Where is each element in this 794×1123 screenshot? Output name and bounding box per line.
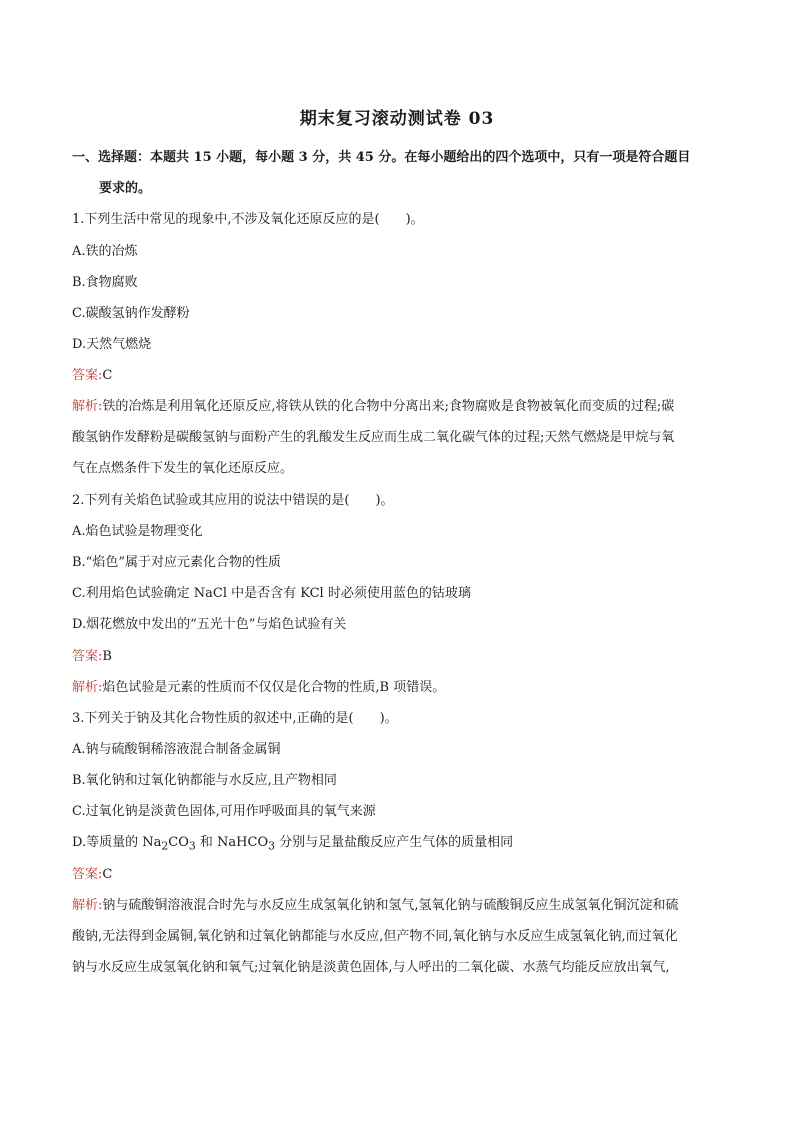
option-d-prefix: D.等质量的	[72, 835, 143, 850]
question-3-stem: 3.下列关于钠及其化合物性质的叙述中,正确的是( )。	[72, 711, 398, 726]
answer-value: C	[102, 368, 113, 383]
question-2-option-d: D.烟花燃放中发出的“五光十色”与焰色试验有关	[72, 617, 347, 632]
question-2-stem: 2.下列有关焰色试验或其应用的说法中错误的是( )。	[72, 493, 394, 508]
question-3-analysis-line-2: 酸钠,无法得到金属铜,氧化钠和过氧化钠都能与水反应,但产物不同,氧化钠与水反应生成氢氧化钠,而过氧化	[72, 929, 678, 944]
option-d-mid: 和	[195, 835, 218, 850]
page-title: 期末复习滚动测试卷 03	[299, 109, 495, 129]
question-3-option-c: C.过氧化钠是淡黄色固体,可用作呼吸面具的氧气来源	[72, 804, 376, 819]
formula-nahco3: NaHCO$_3$	[217, 835, 275, 853]
answer-label: 答案:	[72, 649, 103, 664]
section-heading: 一、选择题：本题共 15 小题，每小题 3 分，共 45 分。在每小题给出的四个选项中，只有一项是符合题目	[72, 150, 691, 165]
question-3-answer	[72, 863, 112, 882]
question-3-analysis-line-1	[72, 894, 679, 913]
question-3-option-d	[72, 831, 513, 853]
question-3-analysis-line-3: 钠与水反应生成氢氧化钠和氧气;过氧化钠是淡黄色固体,与人呼出的二氧化碳、水蒸气均能反应放出氧气,	[72, 960, 670, 975]
answer-value: B	[102, 649, 112, 664]
analysis-text: 钠与硫酸铜溶液混合时先与水反应生成氢氧化钠和氢气,氢氧化钠与硫酸铜反应生成氢氧化铜沉淀和硫	[102, 898, 679, 913]
option-d-suffix: 分别与足量盐酸反应产生气体的质量相同	[275, 835, 514, 850]
analysis-label: 解析:	[72, 898, 103, 913]
analysis-label: 解析:	[72, 399, 103, 414]
analysis-text: 铁的冶炼是利用氧化还原反应,将铁从铁的化合物中分离出来;食物腐败是食物被氧化而变质的过程;碳	[102, 399, 675, 414]
question-1-analysis-line-1	[72, 395, 674, 414]
question-2-analysis-line-1	[72, 676, 445, 695]
question-1-option-c: C.碳酸氢钠作发酵粉	[72, 306, 190, 321]
analysis-text: 焰色试验是元素的性质而不仅仅是化合物的性质,B 项错误。	[102, 680, 446, 695]
answer-label: 答案:	[72, 368, 103, 383]
answer-value: C	[102, 867, 113, 882]
question-1-option-b: B.食物腐败	[72, 275, 138, 290]
question-1-option-a: A.铁的冶炼	[72, 244, 138, 259]
question-2-option-c: C.利用焰色试验确定 NaCl 中是否含有 KCl 时必须使用蓝色的钴玻璃	[72, 586, 471, 601]
question-1-option-d: D.天然气燃烧	[72, 337, 152, 352]
question-2-answer	[72, 645, 112, 664]
analysis-label: 解析:	[72, 680, 103, 695]
formula-na2co3: $Na_2CO_3$	[142, 835, 196, 853]
question-3-option-a: A.钠与硫酸铜稀溶液混合制备金属铜	[72, 742, 281, 757]
question-2-option-a: A.焰色试验是物理变化	[72, 524, 203, 539]
section-heading-cont: 要求的。	[99, 181, 152, 196]
question-1-answer	[72, 364, 112, 383]
question-1-stem: 1.下列生活中常见的现象中,不涉及氧化还原反应的是( )。	[72, 212, 424, 227]
question-3-option-b: B.氧化钠和过氧化钠都能与水反应,且产物相同	[72, 773, 337, 788]
question-1-analysis-line-2: 酸氢钠作发酵粉是碳酸氢钠与面粉产生的乳酸发生反应而生成二氧化碳气体的过程;天然气燃烧是甲烷与氧	[72, 430, 675, 445]
question-2-option-b: B.“焰色”属于对应元素化合物的性质	[72, 555, 281, 570]
answer-label: 答案:	[72, 867, 103, 882]
question-1-analysis-line-3: 气在点燃条件下发生的氧化还原反应。	[72, 461, 294, 476]
